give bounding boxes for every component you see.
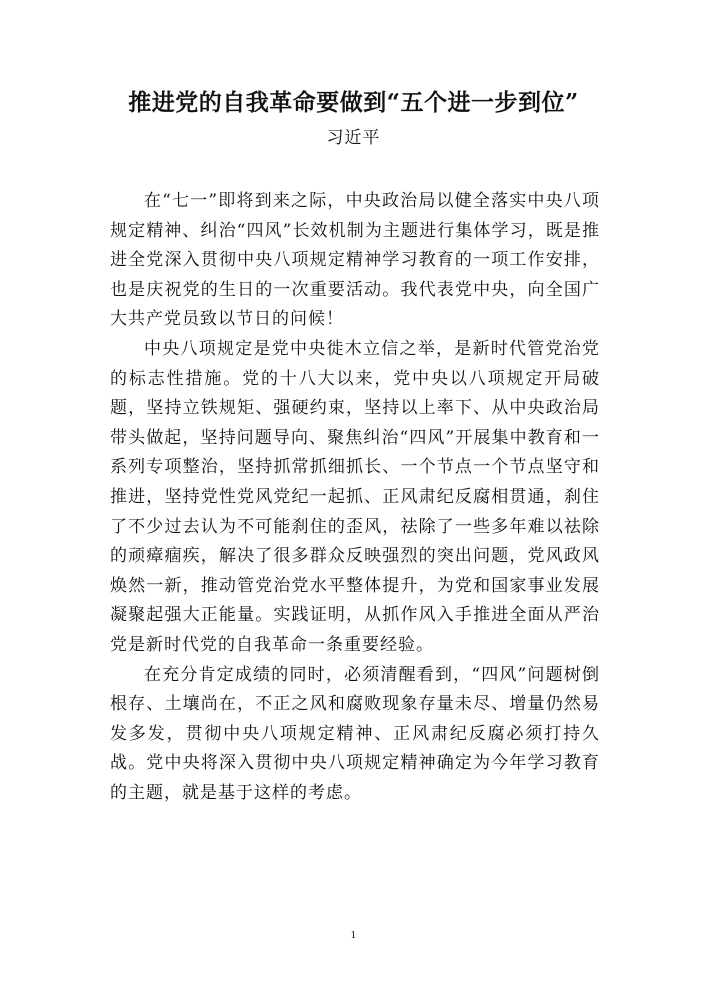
- document-author: 习近平: [326, 128, 381, 148]
- paragraph: 中央八项规定是党中央徙木立信之举，是新时代管党治党的标志性措施。党的十八大以来，党中央以八项规定开局破题，坚持立铁规矩、强硬约束，坚持以上率下、从中央政治局带头做起，坚持问题导向、聚焦纠治“四风”开展集中教育和一系列专项整治，坚持抓常抓细抓长、一个节点一个节点坚守和推进，坚持党性党风党纪一起抓、正风肃纪反腐相贯通，刹住了不少过去认为不可能刹住的歪风，祛除了一些多年难以祛除的顽瘴痼疾，解决了很多群众反映强烈的突出问题，党风政风焕然一新，推动管党治党水平整体提升，为党和国家事业发展凝聚起强大正能量。实践证明，从抓作风入手推进全面从严治党是新时代党的自我革命一条重要经验。: [110, 338, 600, 655]
- document-title: 推进党的自我革命要做到“五个进一步到位”: [128, 89, 579, 116]
- paragraph: 在充分肯定成绩的同时，必须清醒看到，“四风”问题树倒根存、土壤尚在，不正之风和腐败现象存量未尽、增量仍然易发多发，贯彻中央八项规定精神、正风肃纪反腐必须打持久战。党中央将深入贯彻中央八项规定精神确定为今年学习教育的主题，就是基于这样的考虑。: [110, 664, 600, 803]
- page-number: 1: [350, 931, 357, 941]
- document-body: [110, 187, 600, 808]
- paragraph: 在“七一”即将到来之际，中央政治局以健全落实中央八项规定精神、纠治“四风”长效机制为主题进行集体学习，既是推进全党深入贯彻中央八项规定精神学习教育的一项工作安排，也是庆祝党的生日的一次重要活动。我代表党中央，向全国广大共产党员致以节日的问候！: [110, 191, 600, 330]
